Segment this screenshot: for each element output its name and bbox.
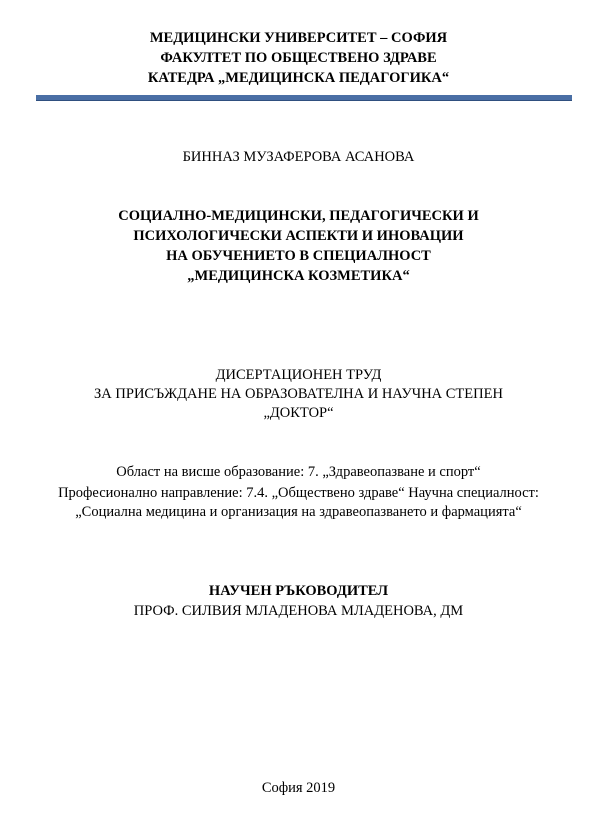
- professional-field: Професионално направление: 7.4. „Обществено здраве“ Научна специалност:: [58, 485, 539, 501]
- title-line-3: НА ОБУЧЕНИЕТО В СПЕЦИАЛНОСТ: [166, 248, 431, 264]
- supervisor-name: ПРОФ. СИЛВИЯ МЛАДЕНОВА МЛАДЕНОВА, ДМ: [133, 603, 464, 619]
- department-name: КАТЕДРА „МЕДИЦИНСКА ПЕДАГОГИКА“: [147, 70, 450, 86]
- faculty-name: ФАКУЛТЕТ ПО ОБЩЕСТВЕНО ЗДРАВЕ: [160, 50, 437, 66]
- thesis-degree: „ДОКТОР“: [263, 405, 334, 421]
- header-divider: [36, 95, 572, 101]
- thesis-purpose: ЗА ПРИСЪЖДАНЕ НА ОБРАЗОВАТЕЛНА И НАУЧНА СТЕПЕН: [94, 386, 503, 402]
- scientific-specialty: „Социална медицина и организация на здравеопазването и фармацията“: [75, 504, 522, 520]
- title-line-4: „МЕДИЦИНСКА КОЗМЕТИКА“: [187, 268, 410, 284]
- supervisor-label: НАУЧЕН РЪКОВОДИТЕЛ: [208, 583, 389, 599]
- thesis-type: ДИСЕРТАЦИОНЕН ТРУД: [215, 367, 382, 383]
- title-line-1: СОЦИАЛНО-МЕДИЦИНСКИ, ПЕДАГОГИЧЕСКИ И: [118, 208, 479, 224]
- place-and-year: София 2019: [261, 780, 336, 796]
- field-of-education: Област на висше образование: 7. „Здравеопазване и спорт“: [116, 464, 481, 480]
- title-line-2: ПСИХОЛОГИЧЕСКИ АСПЕКТИ И ИНОВАЦИИ: [133, 228, 464, 244]
- author-name: БИННАЗ МУЗАФЕРОВА АСАНОВА: [182, 149, 415, 165]
- university-name: МЕДИЦИНСКИ УНИВЕРСИТЕТ – СОФИЯ: [149, 30, 448, 46]
